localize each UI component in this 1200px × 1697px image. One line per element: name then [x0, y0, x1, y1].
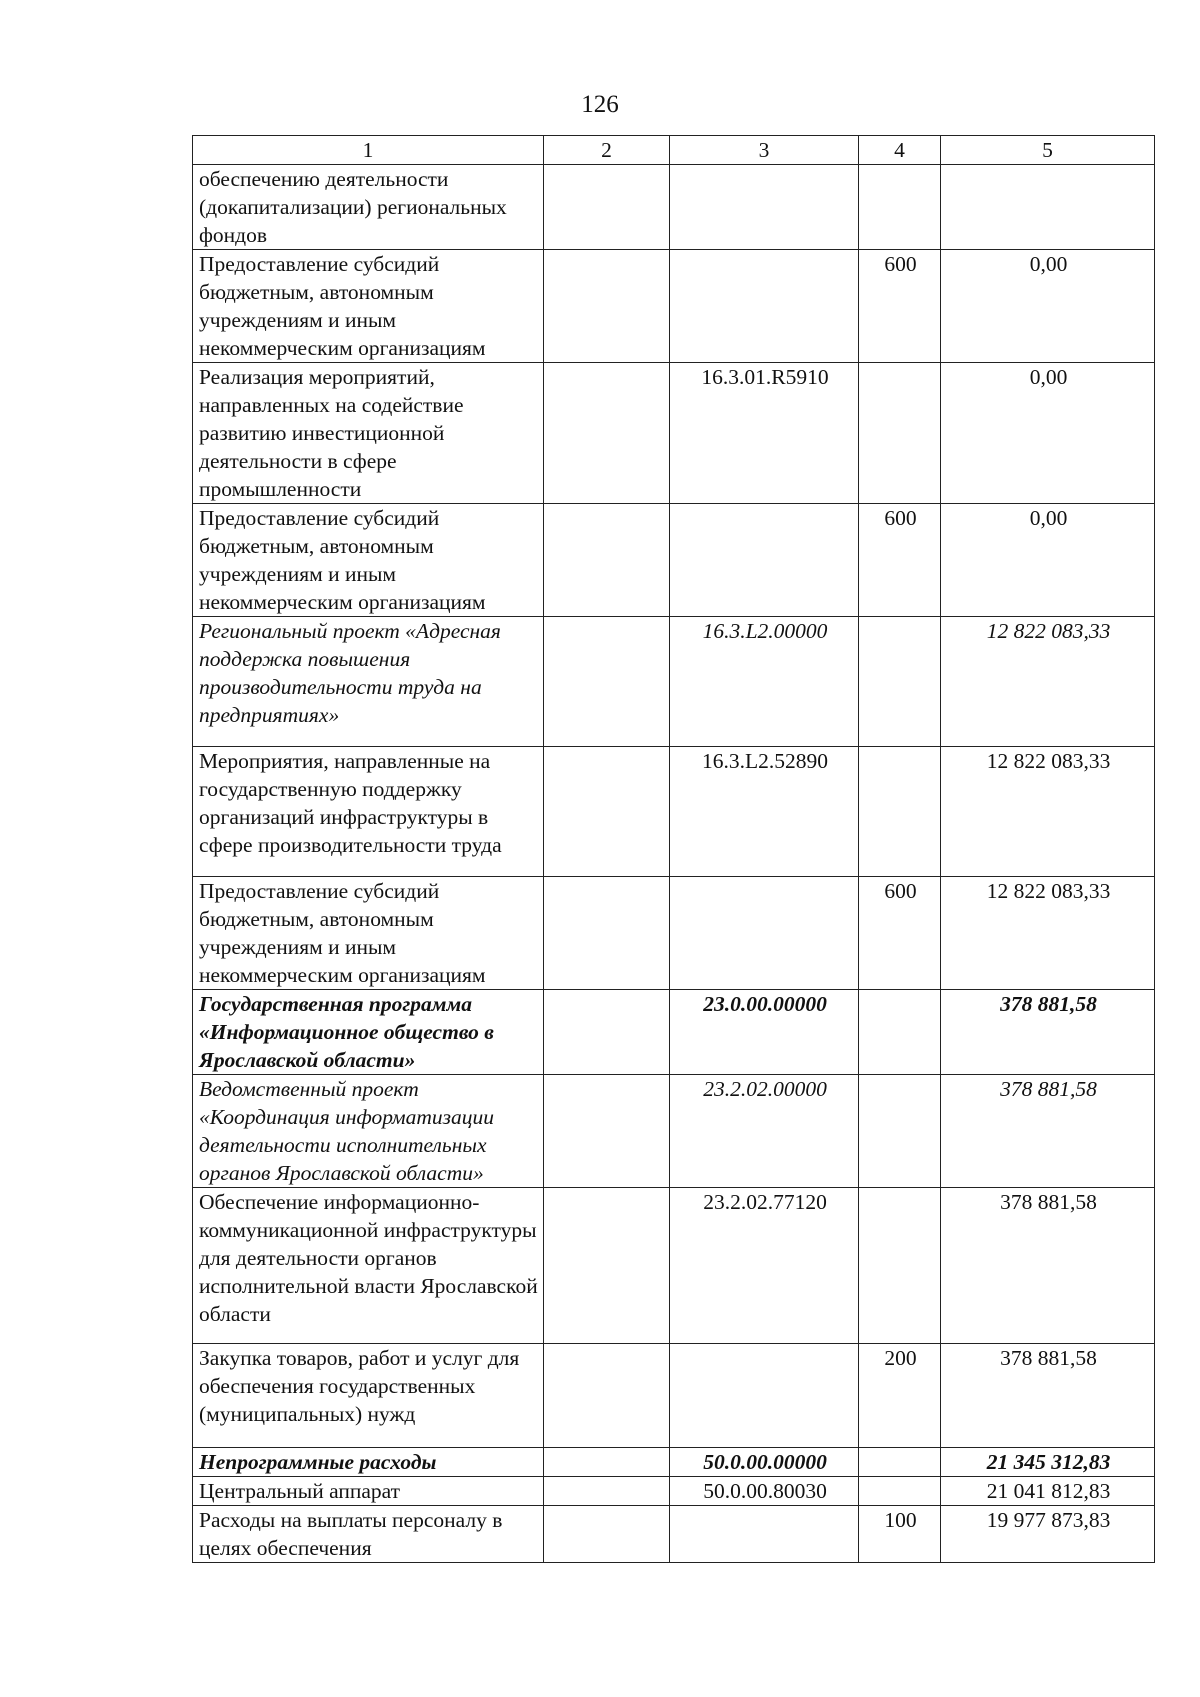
row-type-cell: 600 — [859, 250, 941, 363]
table-row — [193, 504, 1155, 617]
row-amount-cell: 19 977 873,83 — [941, 1506, 1155, 1563]
header-cell-5: 5 — [941, 136, 1155, 165]
row-type-cell: 200 — [859, 1344, 941, 1448]
row-col2-cell — [544, 990, 670, 1075]
table-row — [193, 617, 1155, 747]
row-code-cell: 16.3.L2.00000 — [670, 617, 859, 747]
row-name-cell: Непрограммные расходы — [193, 1448, 544, 1477]
row-name-cell: Закупка товаров, работ и услуг для обеспечения государственных (муниципальных) нужд — [193, 1344, 544, 1448]
table-header-row — [193, 136, 1155, 165]
row-code-cell: 50.0.00.00000 — [670, 1448, 859, 1477]
row-name-cell: Региональный проект «Адресная поддержка повышения производительности труда на предприятиях» — [193, 617, 544, 747]
row-name-cell: Ведомственный проект «Координация информатизации деятельности исполнительных органов Ярославской области» — [193, 1075, 544, 1188]
table-row — [193, 165, 1155, 250]
row-code-cell — [670, 165, 859, 250]
row-code-cell — [670, 1506, 859, 1563]
row-col2-cell — [544, 877, 670, 990]
header-cell-1: 1 — [193, 136, 544, 165]
row-col2-cell — [544, 363, 670, 504]
row-name-cell: Предоставление субсидий бюджетным, автономным учреждениям и иным некоммерческим организациям — [193, 250, 544, 363]
table-row — [193, 1448, 1155, 1477]
row-code-cell: 16.3.L2.52890 — [670, 747, 859, 877]
row-type-cell — [859, 363, 941, 504]
table-row — [193, 1506, 1155, 1563]
row-name-cell: Центральный аппарат — [193, 1477, 544, 1506]
table-row — [193, 877, 1155, 990]
row-col2-cell — [544, 617, 670, 747]
row-amount-cell: 378 881,58 — [941, 990, 1155, 1075]
row-name-cell: Реализация мероприятий, направленных на содействие развитию инвестиционной деятельности в сфере промышленности — [193, 363, 544, 504]
row-col2-cell — [544, 1075, 670, 1188]
row-col2-cell — [544, 747, 670, 877]
row-code-cell: 50.0.00.80030 — [670, 1477, 859, 1506]
row-amount-cell: 378 881,58 — [941, 1075, 1155, 1188]
row-code-cell — [670, 877, 859, 990]
row-col2-cell — [544, 1344, 670, 1448]
table-row — [193, 1477, 1155, 1506]
row-code-cell: 23.2.02.77120 — [670, 1188, 859, 1344]
row-name-cell: Государственная программа «Информационное общество в Ярославской области» — [193, 990, 544, 1075]
table-row — [193, 747, 1155, 877]
row-amount-cell: 0,00 — [941, 504, 1155, 617]
row-type-cell — [859, 617, 941, 747]
budget-table — [192, 135, 1155, 1563]
header-cell-3: 3 — [670, 136, 859, 165]
header-cell-2: 2 — [544, 136, 670, 165]
row-amount-cell: 378 881,58 — [941, 1344, 1155, 1448]
table-row — [193, 1188, 1155, 1344]
row-type-cell — [859, 990, 941, 1075]
table-row — [193, 1075, 1155, 1188]
row-col2-cell — [544, 1477, 670, 1506]
row-amount-cell: 378 881,58 — [941, 1188, 1155, 1344]
row-type-cell — [859, 1075, 941, 1188]
row-type-cell: 600 — [859, 504, 941, 617]
row-type-cell — [859, 1477, 941, 1506]
row-name-cell: Мероприятия, направленные на государственную поддержку организаций инфраструктуры в сфере производительности труда — [193, 747, 544, 877]
row-type-cell: 600 — [859, 877, 941, 990]
row-amount-cell: 0,00 — [941, 363, 1155, 504]
row-name-cell: Расходы на выплаты персоналу в целях обеспечения — [193, 1506, 544, 1563]
row-amount-cell — [941, 165, 1155, 250]
row-code-cell: 16.3.01.R5910 — [670, 363, 859, 504]
row-name-cell: Предоставление субсидий бюджетным, автономным учреждениям и иным некоммерческим организациям — [193, 504, 544, 617]
row-amount-cell: 21 041 812,83 — [941, 1477, 1155, 1506]
row-col2-cell — [544, 250, 670, 363]
page-number: 126 — [581, 91, 619, 118]
header-cell-4: 4 — [859, 136, 941, 165]
row-code-cell: 23.0.00.00000 — [670, 990, 859, 1075]
row-name-cell: Предоставление субсидий бюджетным, автономным учреждениям и иным некоммерческим организациям — [193, 877, 544, 990]
row-col2-cell — [544, 1506, 670, 1563]
row-type-cell — [859, 1188, 941, 1344]
row-amount-cell: 0,00 — [941, 250, 1155, 363]
row-amount-cell: 12 822 083,33 — [941, 747, 1155, 877]
table-row — [193, 1344, 1155, 1448]
row-col2-cell — [544, 504, 670, 617]
row-code-cell: 23.2.02.00000 — [670, 1075, 859, 1188]
row-code-cell — [670, 504, 859, 617]
table-row — [193, 990, 1155, 1075]
row-type-cell — [859, 1448, 941, 1477]
row-name-cell: Обеспечение информационно-коммуникационной инфраструктуры для деятельности органов исполнительной власти Ярославской области — [193, 1188, 544, 1344]
row-code-cell — [670, 1344, 859, 1448]
row-amount-cell: 21 345 312,83 — [941, 1448, 1155, 1477]
row-amount-cell: 12 822 083,33 — [941, 877, 1155, 990]
row-col2-cell — [544, 1188, 670, 1344]
row-type-cell — [859, 747, 941, 877]
row-amount-cell: 12 822 083,33 — [941, 617, 1155, 747]
row-name-cell: обеспечению деятельности (докапитализации) региональных фондов — [193, 165, 544, 250]
row-col2-cell — [544, 1448, 670, 1477]
row-col2-cell — [544, 165, 670, 250]
table-row — [193, 363, 1155, 504]
row-code-cell — [670, 250, 859, 363]
row-type-cell — [859, 165, 941, 250]
table-row — [193, 250, 1155, 363]
row-type-cell: 100 — [859, 1506, 941, 1563]
